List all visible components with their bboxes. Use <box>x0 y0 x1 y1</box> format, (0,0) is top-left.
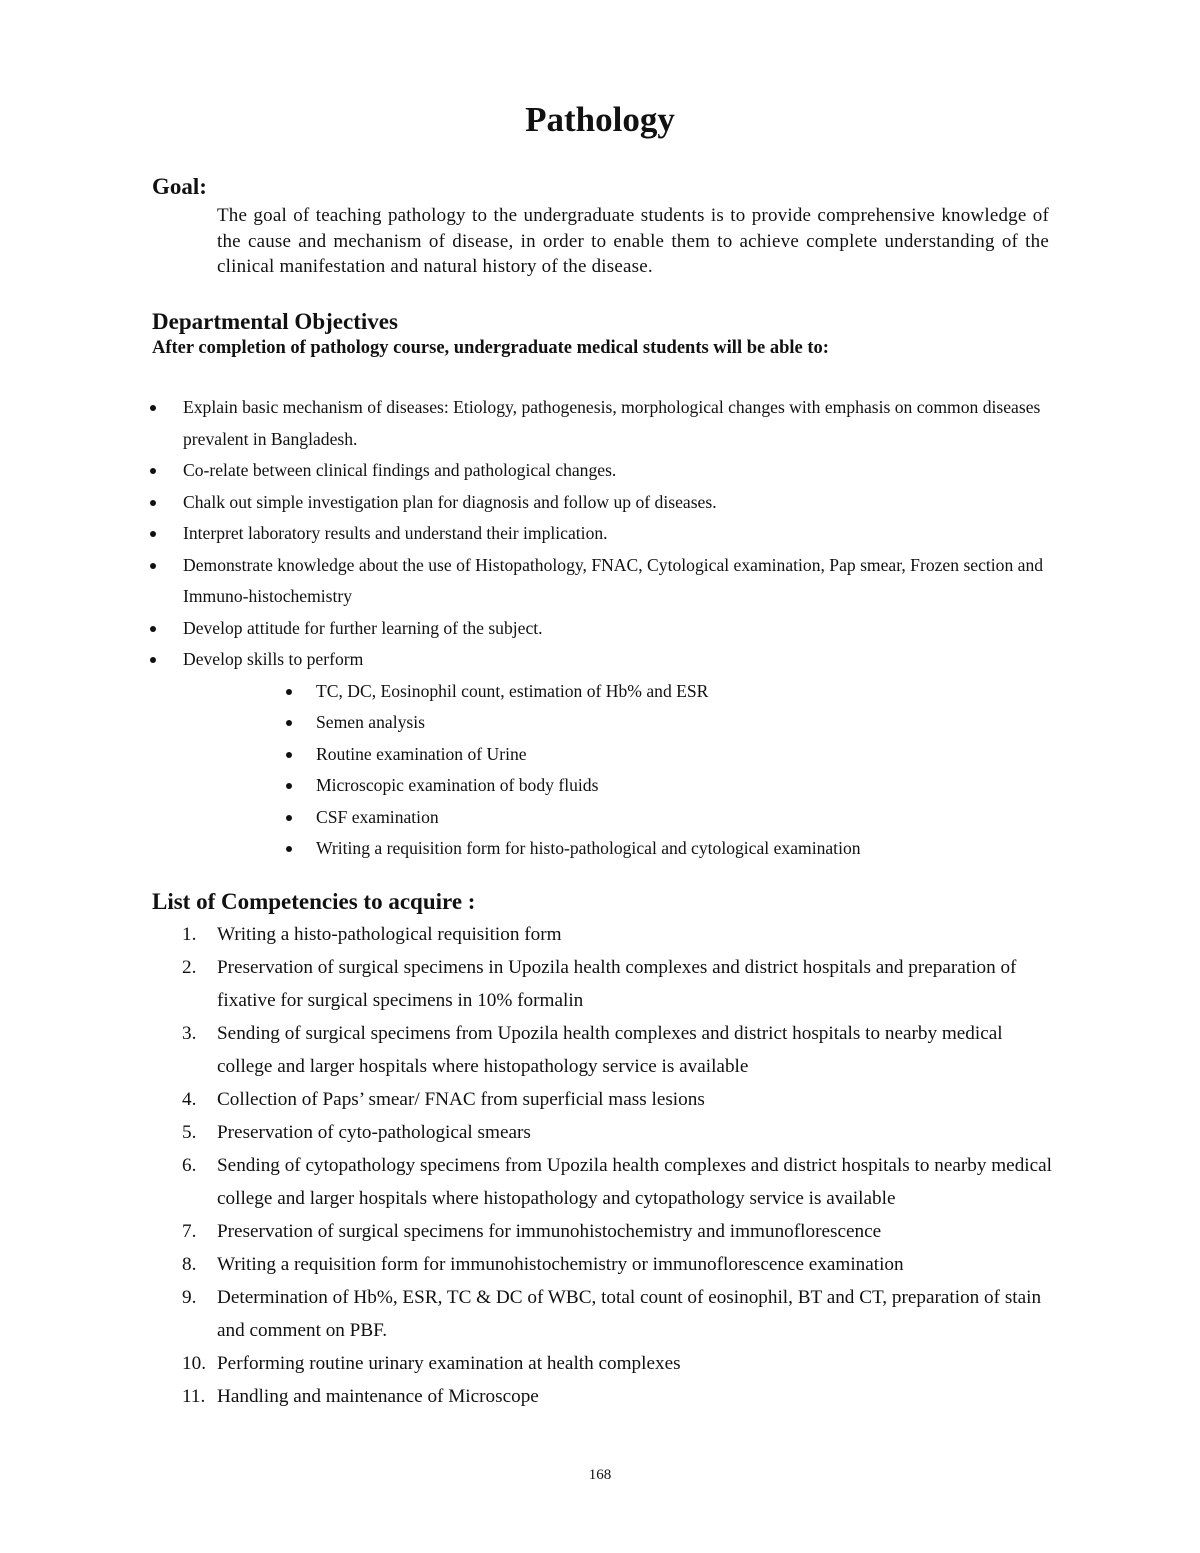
competency-item <box>182 1017 1057 1083</box>
competency-number: 3. <box>182 1023 197 1044</box>
competency-number: 9. <box>182 1287 197 1308</box>
objectives-heading: Departmental Objectives <box>152 309 398 334</box>
goal-paragraph: The goal of teaching pathology to the undergraduate students is to provide comprehensive knowledge of the cause and mechanism of disease, in order to enable them to achieve complete understanding of the clinical manifestation and natural history of the disease. <box>217 205 1049 277</box>
objective-item: Explain basic mechanism of diseases: Etiology, pathogenesis, morphological changes with emphasis on common diseases prevalent in Bangladesh. <box>183 392 1063 455</box>
skill-item: CSF examination <box>316 802 1063 834</box>
competency-number: 8. <box>182 1254 197 1275</box>
competency-item <box>182 1347 1057 1380</box>
competency-item <box>182 1149 1057 1215</box>
competency-item <box>182 1116 1057 1149</box>
skill-item: Microscopic examination of body fluids <box>316 770 1063 802</box>
competency-number: 2. <box>182 957 197 978</box>
objectives-list <box>183 392 1063 865</box>
skill-item: Writing a requisition form for histo-pathological and cytological examination <box>316 833 1063 865</box>
competency-item <box>182 918 1057 951</box>
competency-text: Sending of cytopathology specimens from Upozila health complexes and district hospitals to nearby medical college and larger hospitals where histopathology and cytopathology service is available <box>217 1155 1052 1209</box>
competency-number: 4. <box>182 1089 197 1110</box>
competency-number: 11. <box>182 1386 206 1407</box>
competency-item <box>182 1083 1057 1116</box>
competency-text: Performing routine urinary examination at health complexes <box>217 1353 681 1374</box>
competency-text: Handling and maintenance of Microscope <box>217 1386 539 1407</box>
objective-item-text: Develop skills to perform <box>183 649 364 669</box>
competency-text: Writing a histo-pathological requisition form <box>217 924 562 945</box>
objective-item <box>183 644 1063 865</box>
competency-item <box>182 1215 1057 1248</box>
competency-item <box>182 1380 1057 1413</box>
skill-item: TC, DC, Eosinophil count, estimation of Hb% and ESR <box>316 676 1063 708</box>
skills-list <box>183 676 1063 865</box>
competency-number: 10. <box>182 1353 206 1374</box>
competency-item <box>182 1281 1057 1347</box>
competency-item <box>182 1248 1057 1281</box>
competency-text: Preservation of surgical specimens in Upozila health complexes and district hospitals and preparation of fixative for surgical specimens in 10% formalin <box>217 957 1017 1011</box>
page-title: Pathology <box>525 100 675 139</box>
competency-text: Preservation of cyto-pathological smears <box>217 1122 531 1143</box>
competency-number: 6. <box>182 1155 197 1176</box>
competencies-heading: List of Competencies to acquire : <box>152 889 476 914</box>
competency-text: Preservation of surgical specimens for immunohistochemistry and immunoflorescence <box>217 1221 882 1242</box>
competency-text: Sending of surgical specimens from Upozila health complexes and district hospitals to nearby medical college and larger hospitals where histopathology service is available <box>217 1023 1003 1077</box>
competency-number: 5. <box>182 1122 197 1143</box>
competency-text: Writing a requisition form for immunohistochemistry or immunoflorescence examination <box>217 1254 904 1275</box>
competency-item <box>182 951 1057 1017</box>
competency-text: Determination of Hb%, ESR, TC & DC of WBC, total count of eosinophil, BT and CT, preparation of stain and comment on PBF. <box>217 1287 1042 1341</box>
objective-item: Demonstrate knowledge about the use of Histopathology, FNAC, Cytological examination, Pap smear, Frozen section and Immuno-histochemistry <box>183 550 1063 613</box>
objectives-subheading: After completion of pathology course, undergraduate medical students will be able to: <box>152 338 829 358</box>
skill-item: Routine examination of Urine <box>316 739 1063 771</box>
page-number: 168 <box>588 1467 612 1483</box>
competency-number: 7. <box>182 1221 197 1242</box>
competency-number: 1. <box>182 924 197 945</box>
objective-item: Chalk out simple investigation plan for diagnosis and follow up of diseases. <box>183 487 1063 519</box>
objective-item: Develop attitude for further learning of the subject. <box>183 613 1063 645</box>
goal-heading: Goal: <box>152 174 207 199</box>
skill-item: Semen analysis <box>316 707 1063 739</box>
objective-item: Interpret laboratory results and understand their implication. <box>183 518 1063 550</box>
competency-text: Collection of Paps’ smear/ FNAC from superficial mass lesions <box>217 1089 705 1110</box>
objective-item: Co-relate between clinical findings and pathological changes. <box>183 455 1063 487</box>
competencies-list <box>182 918 1057 1413</box>
